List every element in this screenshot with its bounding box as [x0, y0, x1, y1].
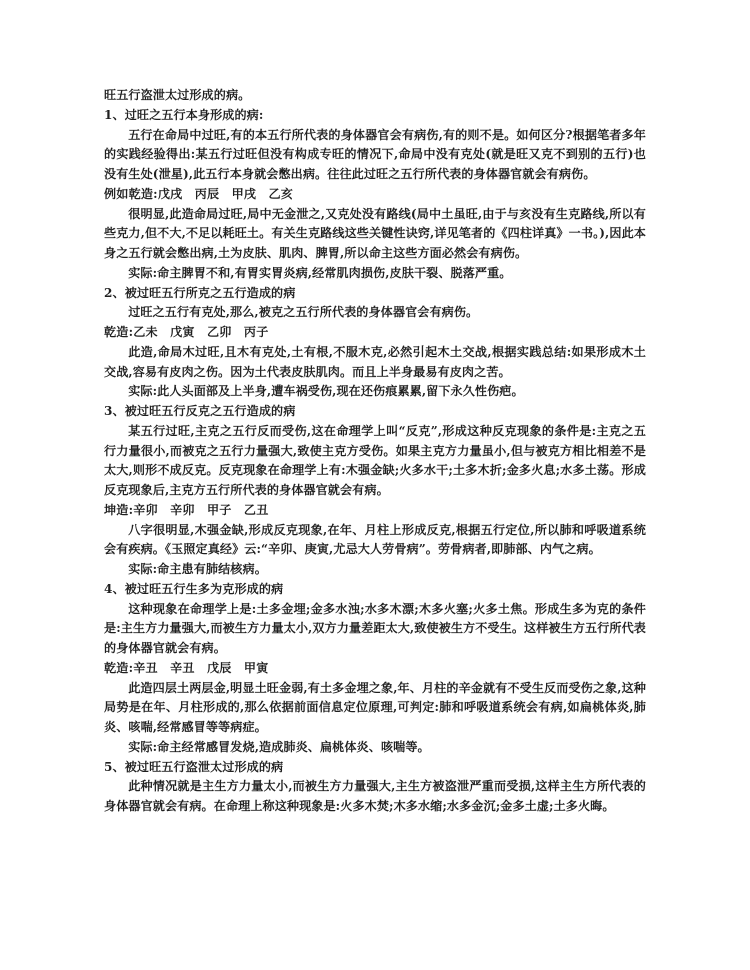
section-heading: 2、被过旺五行所克之五行造成的病	[104, 285, 296, 300]
bazi-chart-line: 例如乾造:戊戌 丙辰 甲戌 乙亥	[104, 186, 294, 201]
body-paragraph: 此造四层土两层金,明显土旺金弱,有土多金埋之象,年、月柱的辛金就有不受生反而受伤之象,这种局势是在年、月柱形成的,那么依据前面信息定位原理,可判定:肺和呼吸道系统会有病,如扁桃体炎,肺炎、咳喘,经常感冒等等病症。	[104, 680, 646, 734]
body-paragraph: 五行在命局中过旺,有的本五行所代表的身体器官会有病伤,有的则不是。如何区分?根据笔者多年的实践经验得出:某五行过旺但没有构成专旺的情况下,命局中没有克处(就是旺又克不到别的五行)也没有生处(泄星),此五行本身就会憋出病。往往此过旺之五行所代表的身体器官就会有病伤。	[104, 127, 646, 181]
body-paragraph: 实际:命主脾胃不和,有胃实胃炎病,经常肌肉损伤,皮肤干裂、脱落严重。	[128, 265, 512, 280]
body-paragraph: 很明显,此造命局过旺,局中无金泄之,又克处没有路线(局中土虽旺,由于与亥没有生克路线,所以有些克力,但不大,不足以耗旺土。有关生克路线这些关键性诀窍,详见笔者的《四柱详真》一书。),因此本身之五行就会憋出病,土为皮肤、肌肉、脾胃,所以命主这些方面必然会有病伤。	[104, 206, 646, 260]
body-paragraph: 过旺之五行有克处,那么,被克之五行所代表的身体器官会有病伤。	[128, 305, 479, 320]
body-paragraph: 实际:命主经常感冒发烧,造成肺炎、扁桃体炎、咳喘等。	[128, 739, 430, 754]
section-heading: 3、被过旺五行反克之五行造成的病	[104, 404, 296, 418]
section-heading: 5、被过旺五行盗泄太过形成的病	[104, 759, 284, 774]
body-paragraph: 实际:此人头面部及上半身,遭车祸受伤,现在还伤痕累累,留下永久性伤疤。	[128, 384, 524, 399]
body-paragraph: 此造,命局木过旺,且木有克处,土有根,不服木克,必然引起木土交战,根据实践总结:如果形成木土交战,容易有皮肉之伤。因为土代表皮肤肌肉。而且上半身最易有皮肉之苦。	[104, 344, 646, 379]
document-text-body	[104, 86, 646, 817]
bazi-chart-line: 乾造:乙未 戊寅 乙卯 丙子	[104, 325, 269, 339]
section-heading: 4、被过旺五行生多为克形成的病	[104, 581, 284, 596]
body-paragraph: 某五行过旺,主克之五行反而受伤,这在命理学上叫“反克”,形成这种反克现象的条件是:主克之五行力量很小,而被克之五行力量强大,致使主克方受伤。如果主克方力量虽小,但与被克方相比相差不是太大,则形不成反克。反克现象在命理学上有:木强金缺;火多水干;土多木折;金多火息;水多土荡。形成反克现象后,主克方五行所代表的身体器官就会有病。	[104, 423, 646, 497]
section-heading: 1、过旺之五行本身形成的病:	[104, 107, 264, 122]
body-paragraph: 这种现象在命理学上是:土多金埋;金多水浊;水多木漂;木多火塞;火多土焦。形成生多为克的条件是:主生方力量强大,而被生方力量太小,双方力量差距太大,致使被生方不受生。这样被生方五行所代表的身体器官就会有病。	[104, 601, 646, 655]
body-paragraph: 此种情况就是主生方力量太小,而被生方力量强大,主生方被盗泄严重而受损,这样主生方所代表的身体器官就会有病。在命理上称这种现象是:火多木焚;木多水缩;水多金沉;金多土虚;土多火晦。	[104, 779, 646, 813]
bazi-chart-line: 坤造:辛卯 辛卯 甲子 乙丑	[104, 502, 269, 517]
continued-paragraph: 旺五行盗泄太过形成的病。	[104, 88, 251, 102]
body-paragraph: 八字很明显,木强金缺,形成反克现象,在年、月柱上形成反克,根据五行定位,所以肺和呼吸道系统会有疾病。《玉照定真经》云:“辛卯、庚寅,尤忌大人劳骨病”。劳骨病者,即肺部、内气之病。	[104, 522, 646, 557]
body-paragraph: 实际:命主患有肺结核病。	[128, 562, 267, 576]
bazi-chart-line: 乾造:辛丑 辛丑 戊辰 甲寅	[104, 660, 269, 675]
